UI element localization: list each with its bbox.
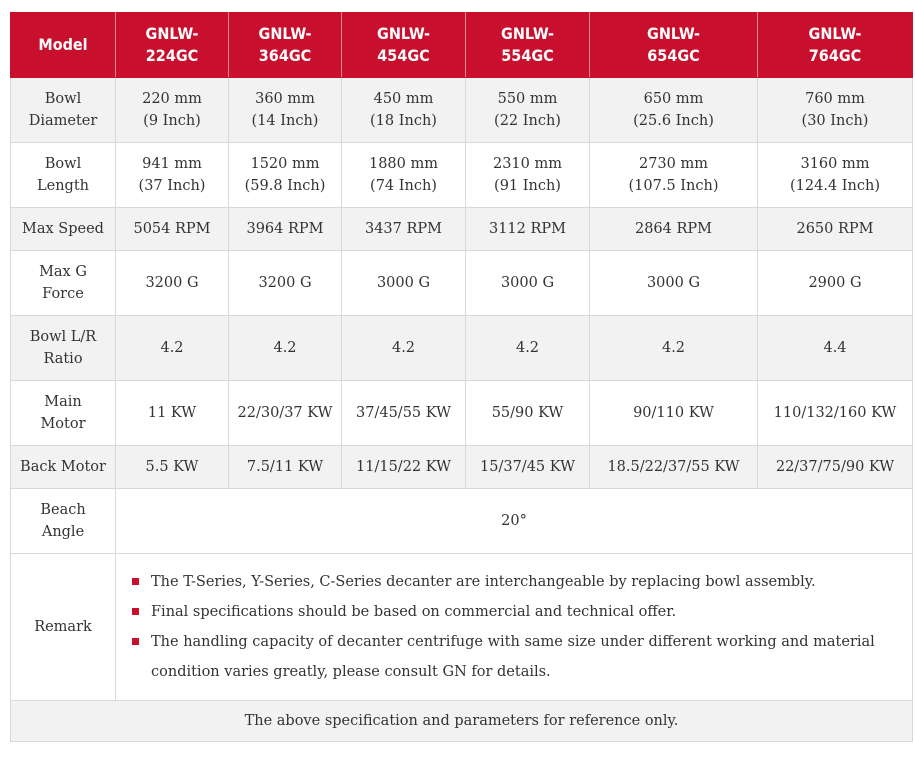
table-cell: 3437 RPM	[342, 208, 466, 251]
remark-list	[120, 557, 908, 697]
table-row-max-g-force	[11, 251, 913, 316]
cell-metric: 650 mm	[643, 91, 704, 107]
table-row-bowl-diameter	[11, 78, 913, 143]
cell-imperial: (22 Inch)	[494, 113, 561, 129]
cell-imperial: (59.8 Inch)	[244, 178, 326, 194]
model-header-label: Model	[38, 35, 88, 54]
cell-metric: 450 mm	[373, 91, 434, 107]
cell-imperial: (14 Inch)	[251, 113, 319, 129]
table-row-back-motor	[11, 446, 913, 489]
table-cell: 2650 RPM	[758, 208, 913, 251]
cell-metric: 550 mm	[497, 91, 558, 107]
row-label	[11, 316, 116, 381]
table-cell: 3000 G	[466, 251, 590, 316]
model-name-line2: 224GC	[145, 46, 199, 65]
remark-text: Final specifications should be based on commercial and technical offer.	[151, 604, 677, 620]
cell-metric: 1520 mm	[250, 156, 320, 172]
row-label	[11, 489, 116, 554]
cell-imperial: (18 Inch)	[370, 113, 437, 129]
row-label-line1: Bowl	[44, 156, 82, 172]
remark-text: The handling capacity of decanter centrifuge with same size under different working and material condition varies greatly, please consult GN for details.	[151, 634, 875, 680]
model-name-line1: GNLW-	[501, 24, 554, 43]
model-header	[11, 13, 116, 78]
table-cell: 5.5 KW	[116, 446, 229, 489]
table-cell: 2900 G	[758, 251, 913, 316]
row-label	[11, 78, 116, 143]
table-cell	[229, 143, 342, 208]
table-cell	[466, 78, 590, 143]
bullet-icon	[132, 608, 139, 615]
cell-metric: 2310 mm	[492, 156, 562, 172]
row-label-line2: Force	[42, 286, 84, 302]
list-item	[130, 627, 898, 687]
table-cell	[229, 78, 342, 143]
row-label-line1: Bowl L/R	[29, 329, 97, 345]
table-cell: 110/132/160 KW	[758, 381, 913, 446]
spec-table-container	[10, 12, 912, 742]
cell-imperial: (124.4 Inch)	[790, 178, 880, 194]
table-cell: 5054 RPM	[116, 208, 229, 251]
list-item	[130, 597, 898, 627]
table-cell: 4.2	[466, 316, 590, 381]
table-row-beach-angle	[11, 489, 913, 554]
model-name-line1: GNLW-	[647, 24, 700, 43]
table-cell: 55/90 KW	[466, 381, 590, 446]
table-cell: 11/15/22 KW	[342, 446, 466, 489]
cell-metric: 760 mm	[805, 91, 865, 107]
table-row-remark	[11, 554, 913, 701]
row-label: Back Motor	[11, 446, 116, 489]
cell-metric: 2730 mm	[638, 156, 708, 172]
table-row-max-speed	[11, 208, 913, 251]
spec-table	[10, 12, 913, 742]
row-label	[11, 381, 116, 446]
table-cell	[758, 143, 913, 208]
row-label	[11, 251, 116, 316]
row-label-line2: Motor	[40, 416, 86, 432]
table-cell: 3964 RPM	[229, 208, 342, 251]
model-col-header	[116, 13, 229, 78]
table-cell	[116, 143, 229, 208]
header-row	[11, 13, 913, 78]
table-cell: 90/110 KW	[590, 381, 758, 446]
table-cell: 3112 RPM	[466, 208, 590, 251]
model-name-line2: 364GC	[258, 46, 312, 65]
model-col-header	[342, 13, 466, 78]
table-cell: 22/37/75/90 KW	[758, 446, 913, 489]
table-row-bowl-lr-ratio	[11, 316, 913, 381]
bullet-icon	[132, 578, 139, 585]
cell-metric: 941 mm	[142, 156, 202, 172]
table-cell	[758, 78, 913, 143]
table-cell: 3000 G	[342, 251, 466, 316]
cell-imperial: (91 Inch)	[494, 178, 561, 194]
table-cell	[590, 78, 758, 143]
beach-angle-value: 20°	[116, 489, 913, 554]
table-cell	[342, 78, 466, 143]
table-cell: 3200 G	[116, 251, 229, 316]
cell-imperial: (107.5 Inch)	[628, 178, 719, 194]
row-label-line2: Angle	[41, 524, 85, 540]
table-cell: 4.4	[758, 316, 913, 381]
bullet-icon	[132, 638, 139, 645]
model-name-line1: GNLW-	[377, 24, 430, 43]
table-cell: 18.5/22/37/55 KW	[590, 446, 758, 489]
row-label-line1: Main	[44, 394, 82, 410]
remark-text: The T-Series, Y-Series, C-Series decanter are interchangeable by replacing bowl assembly.	[151, 574, 816, 590]
model-name-line2: 764GC	[808, 46, 862, 65]
row-label-line2: Length	[37, 178, 89, 194]
table-row-main-motor	[11, 381, 913, 446]
row-label: Max Speed	[11, 208, 116, 251]
table-cell: 4.2	[229, 316, 342, 381]
row-label-line1: Beach	[40, 502, 86, 518]
row-label: Remark	[11, 554, 116, 701]
table-cell: 37/45/55 KW	[342, 381, 466, 446]
cell-imperial: (37 Inch)	[138, 178, 206, 194]
table-cell: 2864 RPM	[590, 208, 758, 251]
row-label-line2: Diameter	[28, 113, 98, 129]
cell-metric: 3160 mm	[800, 156, 870, 172]
cell-imperial: (74 Inch)	[370, 178, 437, 194]
remark-cell	[116, 554, 913, 701]
row-label-line1: Bowl	[44, 91, 82, 107]
table-row-bowl-length	[11, 143, 913, 208]
table-cell: 4.2	[342, 316, 466, 381]
model-name-line1: GNLW-	[808, 24, 862, 43]
table-cell: 4.2	[590, 316, 758, 381]
table-cell	[116, 78, 229, 143]
model-name-line1: GNLW-	[258, 24, 312, 43]
table-cell: 3200 G	[229, 251, 342, 316]
row-label	[11, 143, 116, 208]
list-item	[130, 567, 898, 597]
table-cell: 11 KW	[116, 381, 229, 446]
model-col-header	[466, 13, 590, 78]
footer-note: The above specification and parameters for reference only.	[11, 701, 913, 742]
table-cell	[466, 143, 590, 208]
table-row-footer	[11, 701, 913, 742]
row-label-line2: Ratio	[43, 351, 83, 367]
cell-metric: 1880 mm	[368, 156, 438, 172]
cell-imperial: (30 Inch)	[801, 113, 869, 129]
cell-imperial: (9 Inch)	[143, 113, 201, 129]
model-name-line2: 454GC	[377, 46, 430, 65]
model-col-header	[590, 13, 758, 78]
model-name-line1: GNLW-	[145, 24, 199, 43]
table-cell: 4.2	[116, 316, 229, 381]
model-col-header	[758, 13, 913, 78]
cell-metric: 360 mm	[255, 91, 315, 107]
cell-imperial: (25.6 Inch)	[633, 113, 714, 129]
cell-metric: 220 mm	[142, 91, 202, 107]
row-label-line1: Max G	[39, 264, 87, 280]
table-cell: 3000 G	[590, 251, 758, 316]
table-cell: 15/37/45 KW	[466, 446, 590, 489]
model-name-line2: 654GC	[647, 46, 700, 65]
model-col-header	[229, 13, 342, 78]
table-cell: 22/30/37 KW	[229, 381, 342, 446]
table-cell	[342, 143, 466, 208]
table-cell: 7.5/11 KW	[229, 446, 342, 489]
model-name-line2: 554GC	[501, 46, 554, 65]
table-cell	[590, 143, 758, 208]
